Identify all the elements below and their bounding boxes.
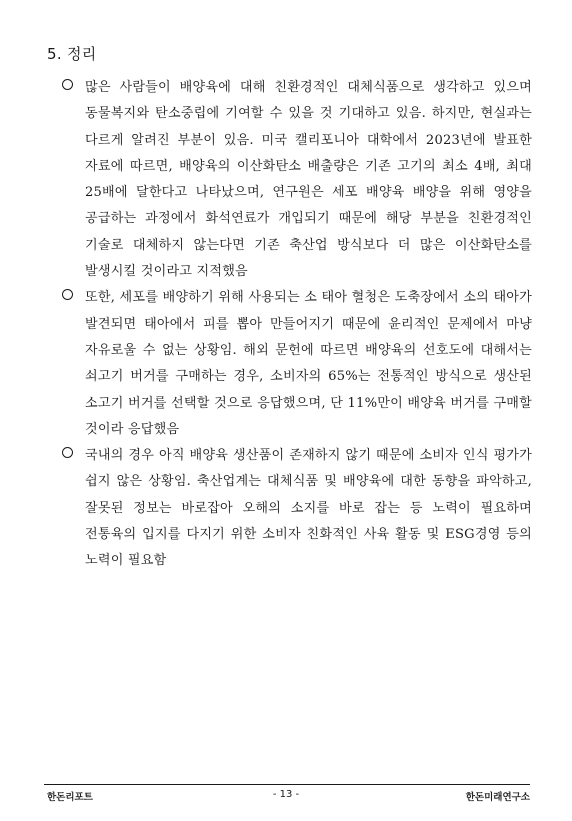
page-number: - 13 - [272,789,300,800]
circle-bullet-icon [62,79,73,90]
bullet-item [62,443,532,574]
bullet-text: 많은 사람들이 배양육에 대해 친환경적인 대체식품으로 생각하고 있으며 동물복지와 탄소중립에 기여할 수 있을 것 기대하고 있음. 하지만, 현실과는 다르게 알려진 부분이 있음. 미국 캘리포니아 대학에서 2023년에 발표한 자료에 따르면, 배양육의 이산화탄소 배출량은 기존 고기의 최소 4배, 최대 25배에 달한다고 나타났으며, 연구원은 세포 배양육 배양을 위해 영양을 공급하는 과정에서 화석연료가 개입되기 때문에 해당 부분을 친환경적인 기술로 대체하지 않는다면 기존 축산업 방식보다 더 많은 이산화탄소를 발생시킬 것이라고 지적했음 [85,80,532,280]
bullet-text: 국내의 경우 아직 배양육 생산품이 존재하지 않기 때문에 소비자 인식 평가가 쉽지 않은 상황임. 축산업계는 대체식품 및 배양육에 대한 동향을 파악하고, 잘못된 정보는 바로잡아 오해의 소지를 바로 잡는 등 노력이 필요하며 전통육의 입지를 다지기 위한 소비자 친화적인 사육 활동 및 ESG경영 등의 노력이 필요함 [85,448,532,569]
bullet-item [62,75,532,285]
footer-organization-name: 한돈미래연구소 [465,792,530,803]
circle-bullet-icon [62,447,73,458]
bullet-list [62,75,532,575]
bullet-text: 또한, 세포를 배양하기 위해 사용되는 소 태아 혈청은 도축장에서 소의 태아가 발견되면 태아에서 피를 뽑아 만들어지기 때문에 윤리적인 문제에서 마냥 자유로울 수 없는 상황임. 해외 문헌에 따르면 배양육의 선호도에 대해서는 쇠고기 버거를 구매하는 경우, 소비자의 65%는 전통적인 방식으로 생산된 소고기 버거를 선택할 것으로 응답했으며, 단 11%만이 배양육 버거를 구매할 것이라 응답했음 [85,290,532,437]
footer-publication-name: 한돈리포트 [47,792,93,803]
footer-divider [44,784,530,785]
circle-bullet-icon [62,289,73,300]
bullet-item [62,285,532,443]
section-title: 5. 정리 [47,45,97,63]
